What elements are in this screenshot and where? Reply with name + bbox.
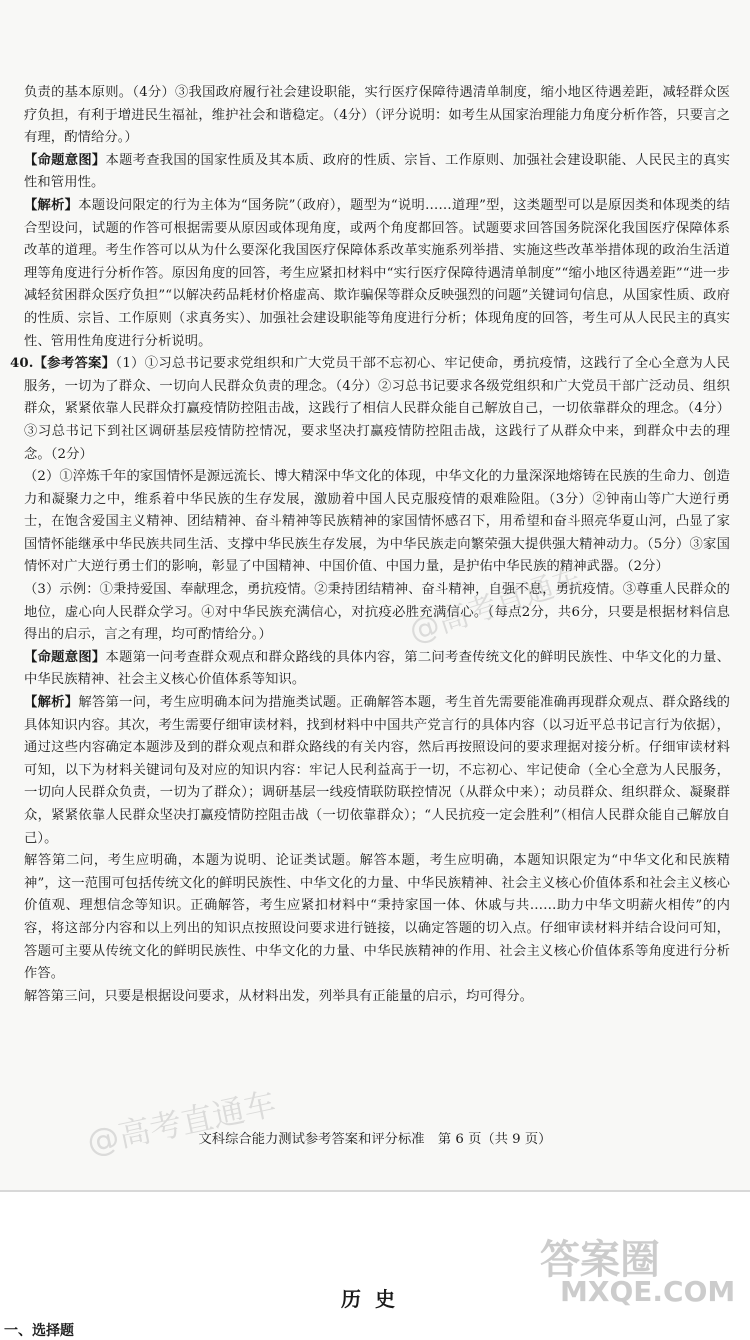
analysis-tag: 【解析】 bbox=[24, 695, 79, 711]
paragraph-6: （3）示例：①秉持爱国、奉献理念，勇抗疫情。②秉持团结精神、奋斗精神，自强不息，勇抗疫情。③尊重人民群众的地位，虚心向人民群众学习。④对中华民族充满信心，对抗疫必胜充满信心。（每点2分，共6分，只要是根据材料信息得出的启示，言之有理，均可酌情给分。） bbox=[24, 582, 730, 643]
paragraph-4: 40.【参考答案】（1）①习总书记要求党组织和广大党员干部不忘初心、牢记使命，勇抗疫情，这践行了全心全意为人民服务，一切为了群众、一切向人民群众负责的理念。（4分）②习总书记要求各级党组织和广大党员干部广泛动员、组织群众，紧紧依靠人民群众打赢疫情防控阻击战，这践行了相信人民群众能自己解放自己，一切依靠群众的理念。（4分）③习总书记下到社区调研基层疫情防控情况，要求坚决打赢疫情防控阻击战，这践行了从群众中来，到群众中去的理念。（2分） bbox=[10, 356, 730, 462]
reference-answer-tag: 40.【参考答案】 bbox=[10, 356, 116, 372]
paragraph-7: 【命题意图】本题第一问考查群众观点和群众路线的具体内容，第二问考查传统文化的鲜明民族性、中华文化的力量、中华民族精神、社会主义核心价值体系等知识。 bbox=[24, 649, 730, 688]
answer-content bbox=[10, 82, 730, 1008]
intent-tag: 【命题意图】 bbox=[24, 152, 106, 168]
section-heading: 一、选择题 bbox=[4, 1323, 74, 1339]
page-footer: 文科综合能力测试参考答案和评分标准 第 6 页（共 9 页） bbox=[198, 1132, 552, 1147]
paragraph-2: 【命题意图】本题考查我国的国家性质及其本质、政府的性质、宗旨、工作原则、加强社会建设职能、人民民主的真实性和管用性。 bbox=[24, 152, 730, 191]
paragraph-3: 【解析】本题设问限定的行为主体为“国务院”（政府），题型为“说明……道理”型，这类题型可以是原因类和体现类的结合型设问，试题的作答可根据需要从原因或体现角度，或两个角度都回答。试题要求回答国务院深化我国医疗保障体系改革的道理。考生作答可以从为什么要深化我国医疗保障体系改革实施系列举措、实施这些改革举措体现的政治生活道理等角度进行分析作答。原因角度的回答，考生应紧扣材料中“实行医疗保障待遇清单制度”“缩小地区待遇差距”“进一步减轻贫困群众医疗负担”“以解决药品耗材价格虚高、欺诈骗保等群众反映强烈的问题”关键词句信息，从国家性质、政府的性质、宗旨、工作原则（求真务实）、加强社会建设职能等角度进行分析；体现角度的回答，考生可从人民民主的真实性、管用性角度进行分析说明。 bbox=[24, 197, 730, 349]
paragraph-8: 【解析】解答第一问，考生应明确本问为措施类试题。正确解答本题，考生首先需要能准确再现群众观点、群众路线的具体知识内容。其次，考生需要仔细审读材料，找到材料中中国共产党言行的具体内容（以习近平总书记言行为依据），通过这些内容确定本题涉及到的群众观点和群众路线的有关内容，然后再按照设问的要求理据对接分析。仔细审读材料可知，以下为材料关键词句及对应的知识内容：牢记人民利益高于一切，不忘初心、牢记使命（全心全意为人民服务，一切向人民群众负责，一切为了群众）；调研基层一线疫情联防联控情况（从群众中来）；动员群众、组织群众、凝聚群众，紧紧依靠人民群众坚决打赢疫情防控阻击战（一切依靠群众）；“人民抗疫一定会胜利”（相信人民群众能自己解放自己）。 bbox=[24, 695, 730, 846]
paragraph-10: 解答第三问，只要是根据设问要求，从材料出发，列举具有正能量的启示，均可得分。 bbox=[24, 988, 534, 1004]
paragraph-1: 负责的基本原则。（4分）③我国政府履行社会建设职能，实行医疗保障待遇清单制度，缩小地区待遇差距，减轻群众医疗负担，有利于增进民生福祉，维护社会和谐稳定。（4分）（评分说明：如考生从国家治理能力角度分析作答，只要言之有理，酌情给分。） bbox=[24, 85, 730, 146]
watermark-text: @高考直通车 bbox=[83, 1084, 280, 1162]
analysis-tag: 【解析】 bbox=[24, 197, 79, 213]
watermark-logo: 答案圈 bbox=[540, 1237, 660, 1283]
paragraph-5: （2）①淬炼千年的家国情怀是源远流长、博大精深中华文化的体现，中华文化的力量深深地熔铸在民族的生命力、创造力和凝聚力之中，维系着中华民族的生存发展，激励着中国人民克服疫情的艰难险阻。（3分）②钟南山等广大逆行勇士，在饱含爱国主义精神、团结精神、奋斗精神等民族精神的家国情怀感召下，用希望和奋斗照亮华夏山河，凸显了家国情怀能继承中华民族共同生活、支撑中华民族生存发展，为中华民族走向繁荣强大提供强大精神动力。（5分）③家国情怀对广大逆行勇士们的影响，彰显了中国精神、中国价值、中国力量，是护佑中华民族的精神武器。（2分） bbox=[24, 469, 730, 575]
section-title: 历史 bbox=[341, 1287, 409, 1311]
paragraph-9: 解答第二问，考生应明确，本题为说明、论证类试题。解答本题，考生应明确，本题知识限定为“中华文化和民族精神”，这一范围可包括传统文化的鲜明民族性、中华文化的力量、中华民族精神、社会主义核心价值体系和社会主义核心价值观、理想信念等知识。正确解答，考生应紧扣材料中“秉持家国一体、休戚与共……助力中华文明薪火相传”的内容，将这部分内容和以上列出的知识点按照设问要求进行链接，以确定答题的切入点。仔细审读材料并结合设问可知，答题可主要从传统文化的鲜明民族性、中华文化的力量、中华民族精神的作用、社会主义核心价值体系等角度进行分析作答。 bbox=[24, 853, 730, 982]
page-divider bbox=[0, 1190, 750, 1192]
watermark-text: @高考直通车 bbox=[405, 560, 588, 650]
intent-tag: 【命题意图】 bbox=[24, 649, 106, 665]
watermark-url: MXQE.COM bbox=[560, 1275, 736, 1308]
